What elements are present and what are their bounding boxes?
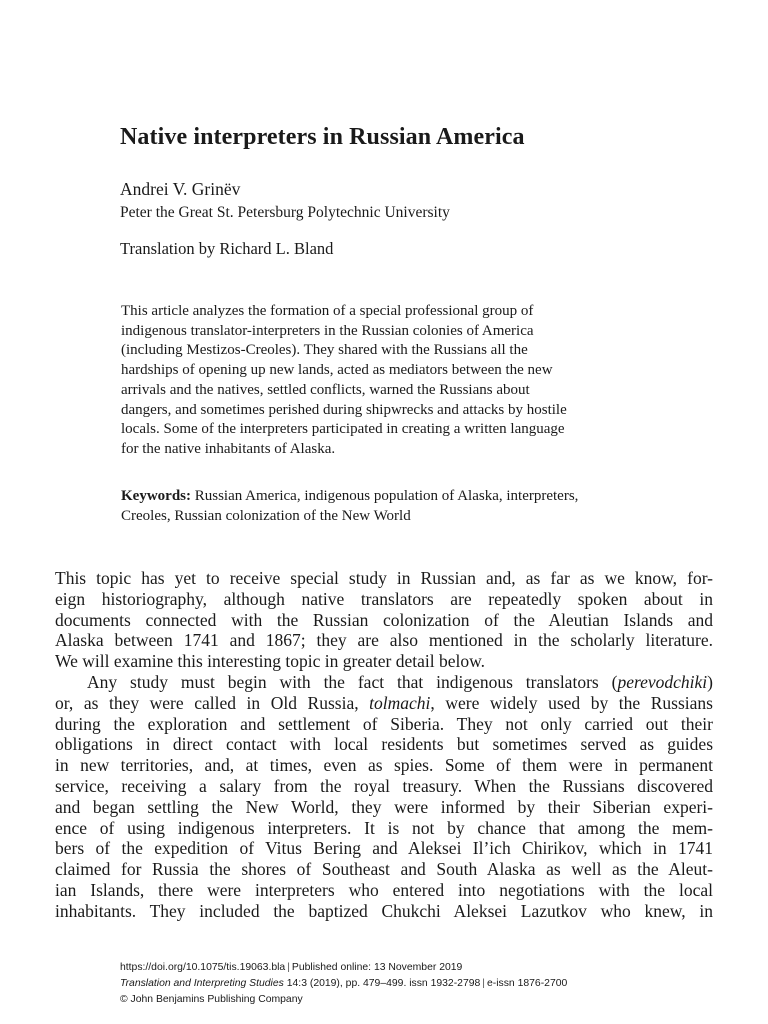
keywords-line: Creoles, Russian colonization of the New World	[121, 508, 411, 524]
abstract-line: (including Mestizos-Creoles). They shared with the Russians all the	[121, 342, 528, 359]
body-line: documents connected with the Russian colonization of the Aleutian Islands and	[55, 609, 713, 630]
body-line: ence of using indigenous interpreters. It is not by chance that among the mem-	[55, 817, 713, 838]
abstract-line: This article analyzes the formation of a special professional group of	[121, 303, 534, 319]
body-text-run: , were widely used by the Russians	[430, 692, 713, 713]
body-text-run: or, as they were called in Old Russia,	[55, 692, 370, 713]
article-title: Native interpreters in Russian America	[120, 124, 525, 150]
term-perevodchiki: perevodchiki	[617, 671, 708, 692]
author-affiliation: Peter the Great St. Petersburg Polytechnic University	[120, 204, 450, 221]
body-line: bers of the expedition of Vitus Bering and Aleksei Il’ich Chirikov, which in 1741	[55, 838, 713, 859]
body-line: inhabitants. They included the baptized Chukchi Aleksei Lazutkov who knew, in	[55, 900, 713, 921]
copyright: © John Benjamins Publishing Company	[120, 994, 303, 1005]
published-date: Published online: 13 November 2019	[291, 962, 463, 973]
body-line: obligations in direct contact with local residents but sometimes served as guides	[55, 734, 713, 755]
body-line: eign historiography, although native translators are repeatedly spoken about in	[55, 588, 713, 609]
body-line: during the exploration and settlement of Siberia. They not only carried out their	[55, 713, 713, 734]
body-text-run: Any study must begin with the fact that indigenous translators (	[87, 671, 618, 692]
citation: 14:3 (2019), pp. 479–499. issn 1932-2798	[283, 978, 481, 989]
body-line	[55, 672, 713, 693]
body-line: service, receiving a salary from the royal treasury. When the Russians discovered	[55, 775, 713, 796]
body-line: ian Islands, there were interpreters who entered into negotiations with the local	[55, 879, 713, 900]
body-line: Alaska between 1741 and 1867; they are also mentioned in the scholarly literature.	[55, 630, 713, 651]
abstract-line: for the native inhabitants of Alaska.	[121, 440, 336, 457]
author-name: Andrei V. Grinëv	[120, 179, 241, 199]
body-line: and began settling the New World, they were informed by their Siberian experi-	[55, 796, 713, 817]
body-line: This topic has yet to receive special study in Russian and, as far as we know, for-	[55, 568, 713, 588]
term-tolmachi: tolmachi	[369, 692, 431, 713]
abstract-line: indigenous translator-interpreters in the Russian colonies of America	[121, 322, 534, 339]
abstract-line: arrivals and the natives, settled conflicts, warned the Russians about	[121, 381, 530, 398]
keywords-text: Russian America, indigenous population of Alaska, interpreters,	[191, 488, 579, 504]
journal-name: Translation and Interpreting Studies	[120, 978, 284, 989]
separator: |	[287, 962, 290, 973]
abstract-line: dangers, and sometimes perished during shipwrecks and attacks by hostile	[121, 401, 567, 418]
body-line	[55, 693, 713, 714]
footer-line-1	[120, 960, 567, 976]
footer	[120, 960, 567, 1008]
abstract-line: locals. Some of the interpreters participated in creating a written language	[121, 421, 565, 438]
body-line: in new territories, and, at times, even as spies. Some of them were in permanent	[55, 755, 713, 776]
body-text	[55, 568, 713, 922]
abstract	[121, 302, 681, 460]
abstract-line: hardships of opening up new lands, acted as mediators between the new	[121, 362, 553, 379]
footer-line-2	[120, 976, 567, 992]
keywords-label: Keywords:	[121, 488, 191, 504]
separator: |	[482, 978, 485, 989]
translator-credit: Translation by Richard L. Bland	[120, 239, 334, 258]
doi-link[interactable]: https://doi.org/10.1075/tis.19063.bla	[120, 962, 286, 973]
body-text-run: )	[707, 671, 713, 692]
body-line: claimed for Russia the shores of Southeast and South Alaska as well as the Aleut-	[55, 859, 713, 880]
body-line: We will examine this interesting topic in greater detail below.	[55, 651, 485, 672]
eissn: e-issn 1876-2700	[486, 978, 568, 989]
keywords-line	[121, 486, 681, 506]
keywords	[121, 486, 681, 526]
